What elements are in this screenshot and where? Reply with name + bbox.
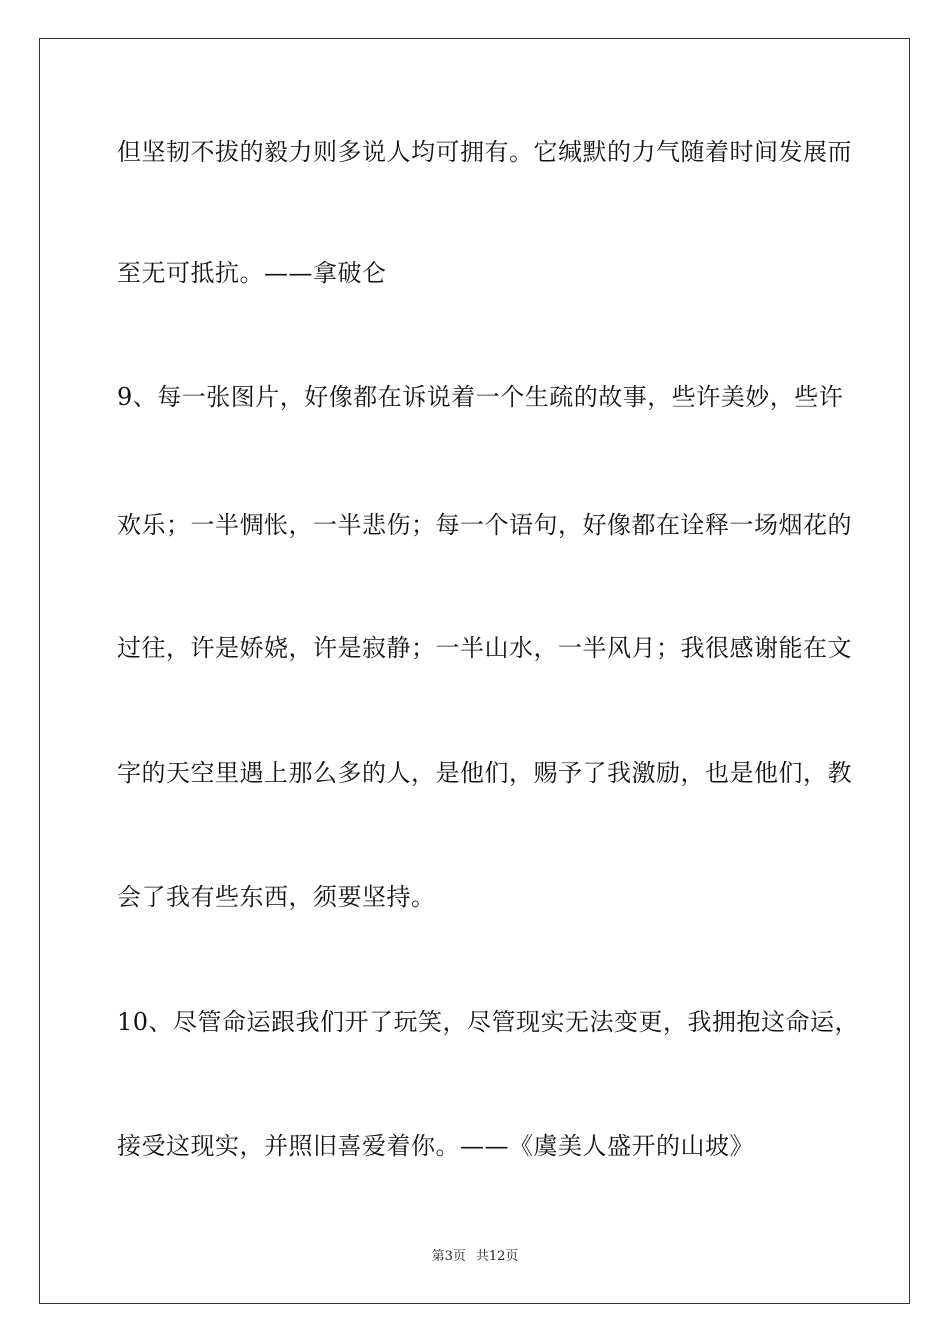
page-footer bbox=[0, 1249, 950, 1265]
paragraph-line: 接受这现实，并照旧喜爱着你。——《虞美人盛开的山坡》 bbox=[117, 1132, 754, 1160]
paragraph-line: 至无可抵抗。——拿破仑 bbox=[117, 259, 387, 287]
paragraph-line: 会了我有些东西，须要坚持。 bbox=[117, 883, 436, 911]
paragraph-line: 9、每一张图片，好像都在诉说着一个生疏的故事，些许美妙，些许 bbox=[117, 383, 844, 411]
paragraph-line: 过往，许是娇娆，许是寂静；一半山水，一半风月；我很感谢能在文 bbox=[117, 634, 852, 662]
paragraph-line: 但坚韧不拔的毅力则多说人均可拥有。它缄默的力气随着时间发展而 bbox=[117, 138, 852, 166]
page-total: 共12页 bbox=[475, 1249, 519, 1264]
paragraph-line: 欢乐；一半惆怅，一半悲伤；每一个语句，好像都在诠释一场烟花的 bbox=[117, 511, 852, 539]
page-border bbox=[39, 38, 910, 1304]
paragraph-line: 字的天空里遇上那么多的人，是他们，赐予了我激励，也是他们，教 bbox=[117, 759, 852, 787]
page-number: 第3页 bbox=[431, 1249, 466, 1264]
paragraph-line: 10、尽管命运跟我们开了玩笑，尽管现实无法变更，我拥抱这命运， bbox=[117, 1008, 860, 1036]
